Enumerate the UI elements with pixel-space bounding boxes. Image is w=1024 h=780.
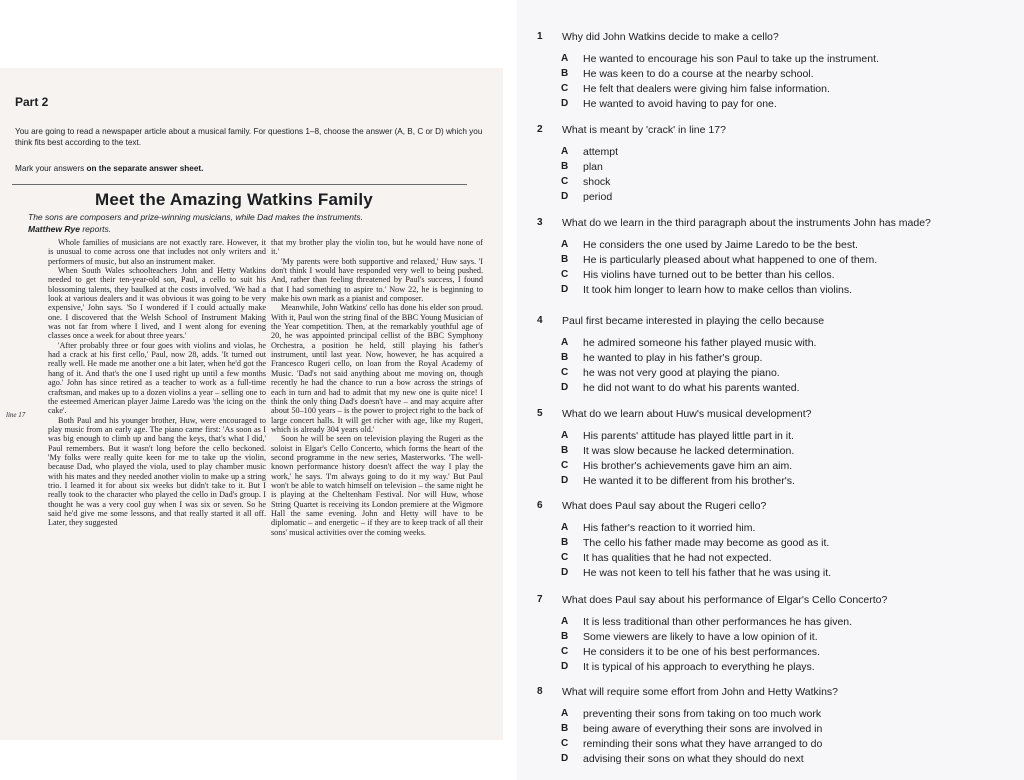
question-number: 2 bbox=[537, 124, 543, 135]
option-a[interactable] bbox=[517, 337, 1017, 352]
option-letter: A bbox=[561, 239, 569, 250]
question-text: What does Paul say about the Rugeri cello? bbox=[562, 500, 767, 512]
question-text: What does Paul say about his performance of Elgar's Cello Concerto? bbox=[562, 594, 888, 606]
option-letter: A bbox=[561, 53, 569, 64]
option-list bbox=[517, 53, 1017, 113]
option-d[interactable] bbox=[517, 753, 1017, 768]
question-number: 4 bbox=[537, 315, 543, 326]
option-letter: B bbox=[561, 161, 569, 172]
question-header bbox=[517, 686, 1017, 702]
option-a[interactable] bbox=[517, 616, 1017, 631]
option-text: His violins have turned out to be better than his cellos. bbox=[583, 269, 835, 281]
option-b[interactable] bbox=[517, 254, 1017, 269]
option-text: he admired someone his father played music with. bbox=[583, 337, 817, 349]
article-column-right bbox=[271, 238, 483, 537]
option-text: plan bbox=[583, 161, 603, 173]
option-list bbox=[517, 337, 1017, 397]
question-text: Paul first became interested in playing the cello because bbox=[562, 315, 825, 327]
question-number: 5 bbox=[537, 408, 543, 419]
question-number: 8 bbox=[537, 686, 543, 697]
article-paragraph: Meanwhile, John Watkins' cello has done his elder son proud. With it, Paul won the string final of the BBC Young Musician of the Year competition. Then, at the remarkably youthful age of 20, he was appointed principal cellist of the BBC Symphony Orchestra, a position he held, still playing his father's instrument, until last year. Now, however, he has acquired a Francesco Rugeri cello, on loan from the Royal Academy of Music. 'Dad's not said anything about me moving on, though recently he had the chance to run a bow across the strings of each in turn and had to admit that my new one is quite nice! I think the only thing Dad's doesn't have – and may acquire after about 50–100 years – is the power to project right to the back of large concert halls. It will get richer with age, like my Rugeri, which is already 304 years old.' bbox=[271, 303, 483, 434]
option-c[interactable] bbox=[517, 269, 1017, 284]
question-header bbox=[517, 594, 1017, 610]
question-number: 6 bbox=[537, 500, 543, 511]
option-c[interactable] bbox=[517, 646, 1017, 661]
question-header bbox=[517, 315, 1017, 331]
option-a[interactable] bbox=[517, 430, 1017, 445]
option-letter: A bbox=[561, 430, 569, 441]
option-letter: B bbox=[561, 68, 569, 79]
option-b[interactable] bbox=[517, 445, 1017, 460]
article-byline bbox=[28, 224, 111, 234]
option-text: It is less traditional than other performances he has given. bbox=[583, 616, 853, 628]
option-text: He wanted to encourage his son Paul to take up the instrument. bbox=[583, 53, 879, 65]
question-6 bbox=[517, 500, 1017, 582]
answer-note-prefix: Mark your answers bbox=[15, 164, 87, 173]
option-text: Some viewers are likely to have a low opinion of it. bbox=[583, 631, 818, 643]
option-letter: D bbox=[561, 475, 569, 486]
option-text: He wanted to avoid having to pay for one. bbox=[583, 98, 777, 110]
option-b[interactable] bbox=[517, 631, 1017, 646]
option-letter: D bbox=[561, 284, 569, 295]
option-text: He felt that dealers were giving him false information. bbox=[583, 83, 830, 95]
option-letter: D bbox=[561, 191, 569, 202]
article-title: Meet the Amazing Watkins Family bbox=[95, 190, 373, 209]
article-paragraph: Whole families of musicians are not exactly rare. However, it is unusual to come across one that includes not only writers and performers of music, but also an instrument maker. bbox=[48, 238, 266, 266]
option-letter: C bbox=[561, 646, 569, 657]
article-paragraph: that my brother play the violin too, but he would have none of it.' bbox=[271, 238, 483, 257]
option-text: being aware of everything their sons are involved in bbox=[583, 723, 823, 735]
article-paragraph: 'After probably three or four goes with violins and violas, he had a crack at his first cello,' Paul, now 28, adds. 'It turned out really well. He made me another one a bit later, when he'd got the hang of it. And that's the one I used right up until a few months ago.' John has since retired as a teacher to work as a full-time craftsman, and makes up to a dozen violins a year – selling one to the esteemed American player Jaime Laredo was 'the icing on the cake'. bbox=[48, 340, 266, 416]
option-text: It has qualities that he had not expected. bbox=[583, 552, 772, 564]
instructions-text: You are going to read a newspaper article about a musical family. For questions 1–8, choose the answer (A, B, C or D) which you think fits best according to the text. bbox=[15, 127, 483, 147]
article-paragraph: 'My parents were both supportive and relaxed,' Huw says. 'I don't think I would have responded very well to being pushed. And, rather than feeling threatened by Paul's success, I found that I had something to aspire to.' Now 22, he is beginning to make his own mark as a pianist and composer. bbox=[271, 256, 483, 304]
byline-suffix: reports. bbox=[79, 224, 112, 234]
question-header bbox=[517, 31, 1017, 47]
option-text: reminding their sons what they have arranged to do bbox=[583, 738, 823, 750]
option-d[interactable] bbox=[517, 661, 1017, 676]
option-d[interactable] bbox=[517, 475, 1017, 490]
option-text: He is particularly pleased about what happened to one of them. bbox=[583, 254, 878, 266]
option-text: He considers it to be one of his best performances. bbox=[583, 646, 820, 658]
header-divider bbox=[12, 184, 467, 185]
option-b[interactable] bbox=[517, 68, 1017, 83]
option-d[interactable] bbox=[517, 567, 1017, 582]
option-letter: B bbox=[561, 352, 569, 363]
option-text: It was slow because he lacked determination. bbox=[583, 445, 795, 457]
question-header bbox=[517, 124, 1017, 140]
option-letter: D bbox=[561, 567, 569, 578]
option-text: shock bbox=[583, 176, 611, 188]
question-text: What do we learn in the third paragraph about the instruments John has made? bbox=[562, 217, 931, 229]
option-list bbox=[517, 522, 1017, 582]
question-header bbox=[517, 500, 1017, 516]
option-text: He considers the one used by Jaime Laredo to be the best. bbox=[583, 239, 858, 251]
question-5 bbox=[517, 408, 1017, 490]
option-letter: D bbox=[561, 382, 569, 393]
option-text: He was keen to do a course at the nearby school. bbox=[583, 68, 814, 80]
option-letter: C bbox=[561, 367, 569, 378]
question-4 bbox=[517, 315, 1017, 397]
question-number: 3 bbox=[537, 217, 543, 228]
article-column-left bbox=[48, 238, 266, 528]
question-header bbox=[517, 217, 1017, 233]
article-paragraph: When South Wales schoolteachers John and Hetty Watkins needed to get their ten-year-old son, Paul, a cello to suit his blossoming talents, they baulked at the costs involved. 'We had a look at various dealers and it was obvious it was going to be very expensive,' John says. 'So I wondered if I could actually make one. I discovered that the Welsh School of Instrument Making was not far from where I lived, and I went along for evening classes once a week for about three years.' bbox=[48, 266, 266, 341]
option-text: period bbox=[583, 191, 613, 203]
article-subtitle: The sons are composers and prize-winning musicians, while Dad makes the instruments. bbox=[28, 212, 363, 222]
article-paragraph: Both Paul and his younger brother, Huw, were encouraged to play music from an early age. The piano came first: 'As soon as I was big enough to climb up and bang the keys, that's what I did,' Paul remembers. But it wasn't long before the cello beckoned. 'My folks were really quite keen for me to take up the violin, because Dad, who played the viola, used to play chamber music with his mates and they needed another violin to make up a string trio. I learned it for about six weeks but didn't take to it. But I really took to the character who played the cello in Dad's group. I thought he was a very cool guy when I was six or seven. So he said he'd give me some lessons, and that really started it all off. Later, they suggested bbox=[48, 415, 266, 528]
option-d[interactable] bbox=[517, 284, 1017, 299]
question-2 bbox=[517, 124, 1017, 206]
question-text: What is meant by 'crack' in line 17? bbox=[562, 124, 726, 136]
option-letter: D bbox=[561, 661, 569, 672]
question-text: What will require some effort from John and Hetty Watkins? bbox=[562, 686, 839, 698]
option-letter: C bbox=[561, 552, 569, 563]
option-text: His parents' attitude has played little part in it. bbox=[583, 430, 794, 442]
option-text: he was not very good at playing the piano. bbox=[583, 367, 780, 379]
question-number: 7 bbox=[537, 594, 543, 605]
option-text: advising their sons on what they should do next bbox=[583, 753, 804, 765]
question-header bbox=[517, 408, 1017, 424]
option-text: he wanted to play in his father's group. bbox=[583, 352, 763, 364]
option-c[interactable] bbox=[517, 83, 1017, 98]
option-text: The cello his father made may become as good as it. bbox=[583, 537, 830, 549]
option-letter: B bbox=[561, 537, 569, 548]
option-letter: C bbox=[561, 460, 569, 471]
option-list bbox=[517, 430, 1017, 490]
option-list bbox=[517, 146, 1017, 206]
byline-author: Matthew Rye bbox=[28, 224, 80, 234]
questions-page bbox=[517, 0, 1024, 780]
option-letter: B bbox=[561, 631, 569, 642]
part-heading: Part 2 bbox=[15, 95, 49, 109]
option-letter: C bbox=[561, 176, 569, 187]
option-letter: B bbox=[561, 723, 569, 734]
question-7 bbox=[517, 594, 1017, 676]
option-b[interactable] bbox=[517, 352, 1017, 367]
option-list bbox=[517, 708, 1017, 768]
option-letter: A bbox=[561, 522, 569, 533]
option-letter: A bbox=[561, 337, 569, 348]
option-text: His father's reaction to it worried him. bbox=[583, 522, 756, 534]
option-d[interactable] bbox=[517, 191, 1017, 206]
question-text: Why did John Watkins decide to make a cello? bbox=[562, 31, 779, 43]
option-text: It took him longer to learn how to make cellos than violins. bbox=[583, 284, 853, 296]
question-1 bbox=[517, 31, 1017, 113]
option-text: he did not want to do what his parents wanted. bbox=[583, 382, 800, 394]
option-b[interactable] bbox=[517, 161, 1017, 176]
option-a[interactable] bbox=[517, 53, 1017, 68]
option-letter: C bbox=[561, 83, 569, 94]
question-text: What do we learn about Huw's musical development? bbox=[562, 408, 812, 420]
option-d[interactable] bbox=[517, 382, 1017, 397]
question-number: 1 bbox=[537, 31, 543, 42]
option-c[interactable] bbox=[517, 552, 1017, 567]
option-letter: C bbox=[561, 269, 569, 280]
option-letter: D bbox=[561, 753, 569, 764]
option-text: He was not keen to tell his father that he was using it. bbox=[583, 567, 832, 579]
option-c[interactable] bbox=[517, 738, 1017, 753]
option-text: His brother's achievements gave him an aim. bbox=[583, 460, 793, 472]
question-8 bbox=[517, 686, 1017, 768]
option-c[interactable] bbox=[517, 176, 1017, 191]
option-text: It is typical of his approach to everything he plays. bbox=[583, 661, 815, 673]
option-list bbox=[517, 616, 1017, 676]
option-letter: A bbox=[561, 616, 569, 627]
option-c[interactable] bbox=[517, 460, 1017, 475]
option-text: attempt bbox=[583, 146, 619, 158]
option-b[interactable] bbox=[517, 537, 1017, 552]
option-letter: A bbox=[561, 708, 569, 719]
option-letter: A bbox=[561, 146, 569, 157]
option-a[interactable] bbox=[517, 708, 1017, 723]
option-a[interactable] bbox=[517, 146, 1017, 161]
option-text: preventing their sons from taking on too much work bbox=[583, 708, 822, 720]
option-a[interactable] bbox=[517, 522, 1017, 537]
option-b[interactable] bbox=[517, 723, 1017, 738]
option-d[interactable] bbox=[517, 98, 1017, 113]
answer-note-bold: on the separate answer sheet. bbox=[86, 164, 204, 173]
option-text: He wanted it to be different from his brother's. bbox=[583, 475, 795, 487]
question-3 bbox=[517, 217, 1017, 299]
option-a[interactable] bbox=[517, 239, 1017, 254]
option-c[interactable] bbox=[517, 367, 1017, 382]
option-letter: C bbox=[561, 738, 569, 749]
answer-sheet-note bbox=[15, 164, 485, 173]
article-paragraph: Soon he will be seen on television playing the Rugeri as the soloist in Elgar's Cello Concerto, which forms the heart of the second programme in the new series, Masterworks. 'The well-known performance history doesn't affect the way I play the work,' he says. 'I'm always going to do it my way.' But Paul won't be able to watch himself on television – the same night he is playing at the Cheltenham Festival. Nor will Huw, whose String Quartet is receiving its London premiere at the Wigmore Hall the same evening. John and Hetty will have to be diplomatic – and energetic – if they are to keep track of all their sons' musical activities over the coming weeks. bbox=[271, 434, 483, 537]
option-letter: D bbox=[561, 98, 569, 109]
option-letter: B bbox=[561, 254, 569, 265]
option-letter: B bbox=[561, 445, 569, 456]
option-list bbox=[517, 239, 1017, 299]
line-17-marker: line 17 bbox=[6, 411, 26, 419]
article-page bbox=[0, 68, 503, 740]
